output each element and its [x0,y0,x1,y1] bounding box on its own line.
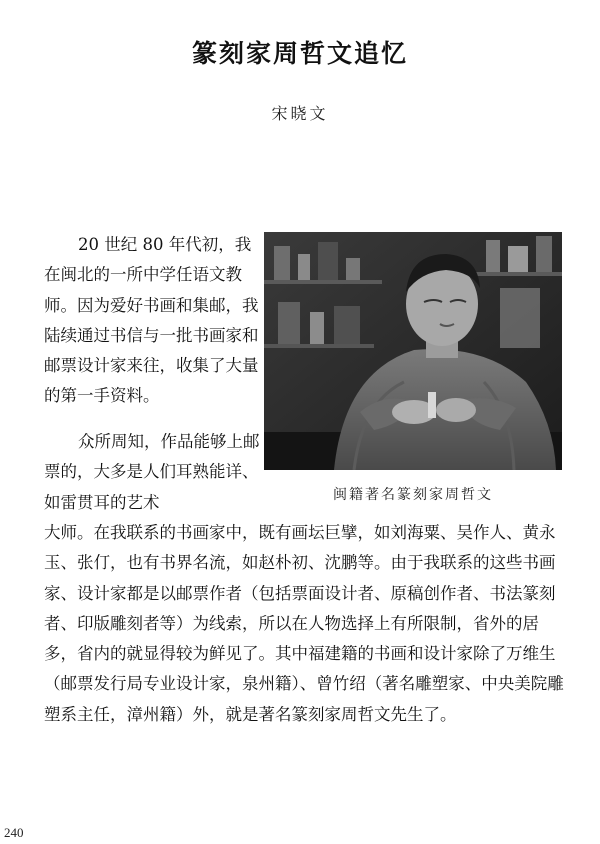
paragraph-2-continued: 大师。在我联系的书画家中，既有画坛巨擘，如刘海粟、吴作人、黄永玉、张仃，也有书界名流，如赵朴初、沈鹏等。由于我联系的这些书画家、设计家都是以邮票作者（包括票面设计者、原稿创作者、书法篆刻者、印版雕刻者等）为线索，所以在人物选择上有所限制，省外的居多，省内的就显得较为鲜见了。其中福建籍的书画和设计家除了万维生（邮票发行局专业设计家，泉州籍）、曾竹绍（著名雕塑家、中央美院雕塑系主任，漳州籍）外，就是著名篆刻家周哲文先生了。 [44,523,564,724]
paragraph-2-start: 众所周知，作品能够上邮票的，大多是人们耳熟能详、如雷贯耳的艺术 [44,432,260,512]
portrait-photo [264,232,562,470]
article-title: 篆刻家周哲文追忆 [191,39,408,68]
page-number: 240 [4,825,24,840]
article-author: 宋晓文 [271,104,329,123]
photo-caption: 闽籍著名篆刻家周哲文 [333,487,493,503]
seal-carver-photo-illustration [264,232,562,470]
paragraph-1: 20 世纪 80 年代初，我在闽北的一所中学任语文教师。因为爱好书画和集邮，我陆续通过书信与一批书画家和邮票设计家来往，收集了大量的第一手资料。 [44,235,259,406]
